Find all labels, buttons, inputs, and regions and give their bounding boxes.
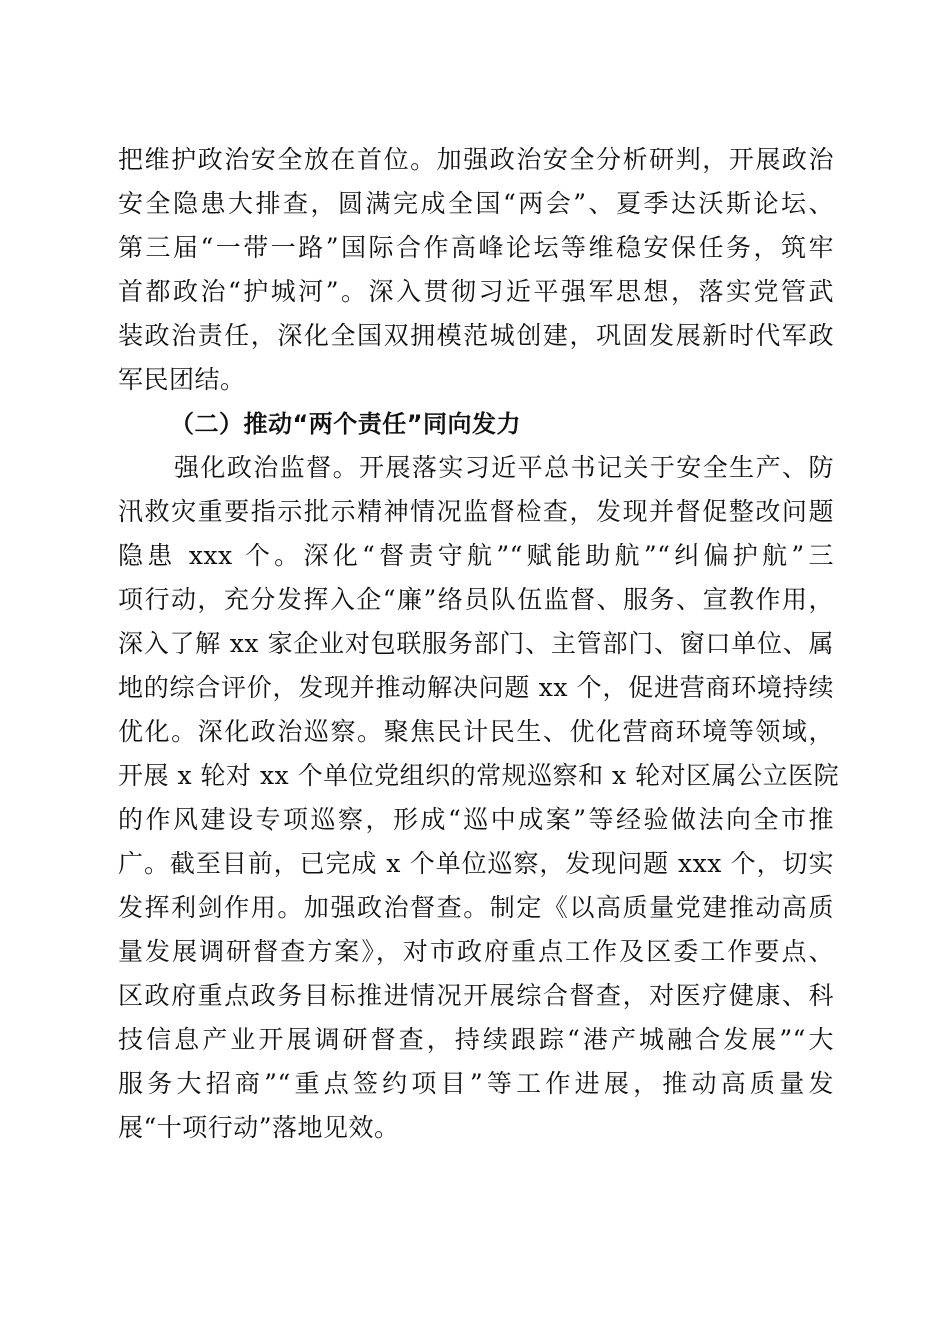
paragraph-political-supervision [118, 446, 840, 1150]
paragraph-line: 强化政治监督。开展落实习近平总书记关于安全生产、防 [174, 453, 834, 482]
paragraph-line: 第三届“一带一路”国际合作高峰论坛等维稳安保任务，筑牢 [118, 233, 834, 262]
paragraph-line: 隐患 xxx 个。深化“督责守航”“赋能助航”“纠偏护航”三 [118, 541, 834, 570]
paragraph-line: 把维护政治安全放在首位。加强政治安全分析研判，开展政治 [118, 145, 834, 174]
paragraph-line: 发挥利剑作用。加强政治督查。制定《以高质量党建推动高质 [118, 893, 834, 922]
paragraph-line: 服务大招商”“重点签约项目”等工作进展，推动高质量发 [118, 1069, 834, 1098]
paragraph-line: 展“十项行动”落地见效。 [118, 1113, 400, 1142]
paragraph-line: 装政治责任，深化全国双拥模范城创建，巩固发展新时代军政 [118, 321, 834, 350]
paragraph-line: 地的综合评价，发现并推动解决问题 xx 个，促进营商环境持续 [118, 673, 834, 702]
paragraph-line: 项行动，充分发挥入企“廉”络员队伍监督、服务、宣教作用， [118, 585, 834, 614]
paragraph-line: 首都政治“护城河”。深入贯彻习近平强军思想，落实党管武 [118, 277, 834, 306]
paragraph-line: 深入了解 xx 家企业对包联服务部门、主管部门、窗口单位、属 [118, 629, 834, 658]
paragraph-line: 汛救灾重要指示批示精神情况监督检查，发现并督促整改问题 [118, 497, 834, 526]
document-body [118, 138, 840, 1150]
paragraph-line: 区政府重点政务目标推进情况开展综合督查，对医疗健康、科 [118, 981, 834, 1010]
section-heading: （二）推动“两个责任”同向发力 [170, 410, 522, 438]
paragraph-line: 广。截至目前，已完成 x 个单位巡察，发现问题 xxx 个，切实 [118, 849, 834, 878]
paragraph-line: 军民团结。 [118, 365, 246, 394]
paragraph-line: 安全隐患大排查，圆满完成全国“两会”、夏季达沃斯论坛、 [118, 189, 834, 218]
paragraph-line: 技信息产业开展调研督查，持续跟踪“港产城融合发展”“大 [118, 1025, 834, 1054]
paragraph-line: 的作风建设专项巡察，形成“巡中成案”等经验做法向全市推 [118, 805, 834, 834]
paragraph-political-security [118, 138, 834, 402]
paragraph-line: 量发展调研督查方案》，对市政府重点工作及区委工作要点、 [118, 937, 834, 966]
paragraph-line: 优化。深化政治巡察。聚焦民计民生、优化营商环境等领域， [118, 717, 834, 746]
paragraph-line: 开展 x 轮对 xx 个单位党组织的常规巡察和 x 轮对区属公立医院 [118, 761, 840, 790]
